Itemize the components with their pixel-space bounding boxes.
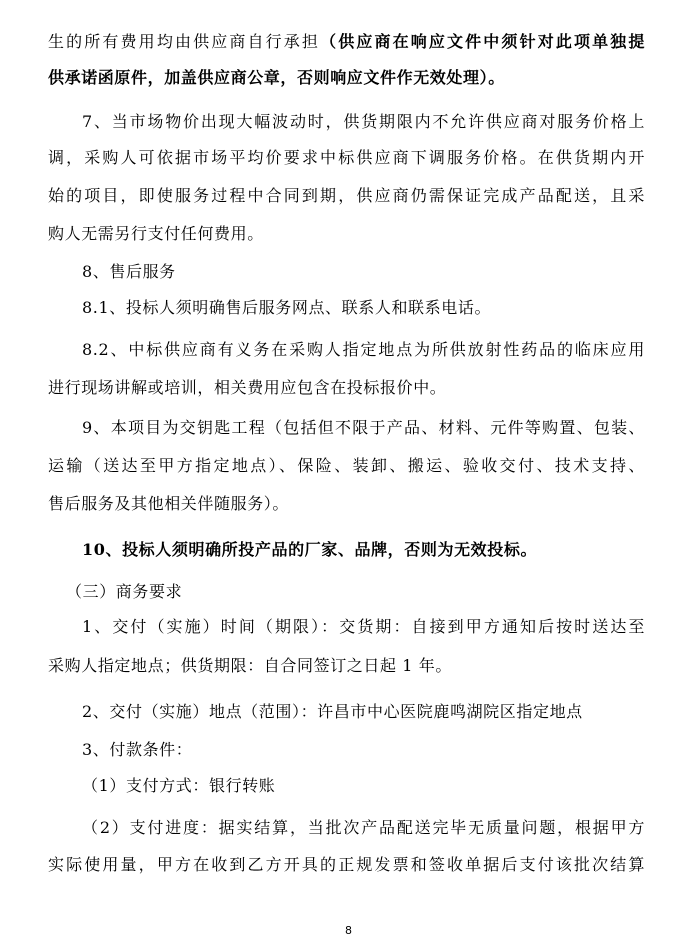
business-item-3-2-line-1: （2）支付进度：据实结算，当批次产品配送完毕无质量问题，根据甲方 — [82, 818, 645, 837]
text-normal: 生的所有费用均由供应商自行承担 — [48, 32, 321, 51]
paragraph-7-line-2: 调，采购人可依据市场平均价要求中标供应商下调服务价格。在供货期内开 — [48, 148, 645, 167]
paragraph-8-heading: 8、售后服务 — [82, 262, 176, 281]
paragraph-9-line-2: 运输（送达至甲方指定地点）、保险、装卸、搬运、验收交付、技术支持、 — [48, 456, 645, 475]
section-3-heading: （三）商务要求 — [66, 582, 183, 601]
paragraph-7-line-3: 始的项目，即使服务过程中合同到期，供应商仍需保证完成产品配送，且采 — [48, 186, 645, 205]
paragraph-7-line-4: 购人无需另行支付任何费用。 — [48, 224, 264, 243]
paragraph-7-line-1: 7、当市场物价出现大幅波动时，供货期限内不允许供应商对服务价格上 — [82, 112, 645, 131]
paragraph-9-line-3: 售后服务及其他相关伴随服务）。 — [48, 494, 290, 513]
business-item-3: 3、付款条件： — [82, 740, 193, 759]
paragraph-8-2-line-2: 进行现场讲解或培训，相关费用应包含在投标报价中。 — [48, 378, 447, 397]
text-bold: （供应商在响应文件中须针对此项单独提 — [320, 32, 645, 51]
paragraph-6-tail-line-2: 供承诺函原件，加盖供应商公章，否则响应文件作无效处理）。 — [48, 68, 505, 87]
paragraph-6-tail-line-1 — [48, 32, 645, 52]
business-item-1-line-1: 1、交付（实施）时间（期限）：交货期：自接到甲方通知后按时送达至 — [82, 617, 645, 636]
paragraph-8-1: 8.1、投标人须明确售后服务网点、联系人和联系电话。 — [82, 298, 492, 317]
business-item-3-2-line-2: 实际使用量，甲方在收到乙方开具的正规发票和签收单据后支付该批次结算 — [48, 855, 645, 874]
paragraph-10-bold: 10、投标人须明确所投产品的厂家、品牌，否则为无效投标。 — [82, 540, 538, 559]
business-item-3-1: （1）支付方式：银行转账 — [82, 776, 276, 795]
business-item-1-line-2: 采购人指定地点；供货期限：自合同签订之日起 1 年。 — [48, 656, 452, 675]
paragraph-8-2-line-1: 8.2、中标供应商有义务在采购人指定地点为所供放射性药品的临床应用 — [82, 340, 645, 359]
paragraph-9-line-1: 9、本项目为交钥匙工程（包括但不限于产品、材料、元件等购置、包装、 — [82, 418, 645, 437]
business-item-2: 2、交付（实施）地点（范围）：许昌市中心医院鹿鸣湖院区指定地点 — [82, 702, 583, 721]
page-number: 8 — [345, 924, 352, 937]
